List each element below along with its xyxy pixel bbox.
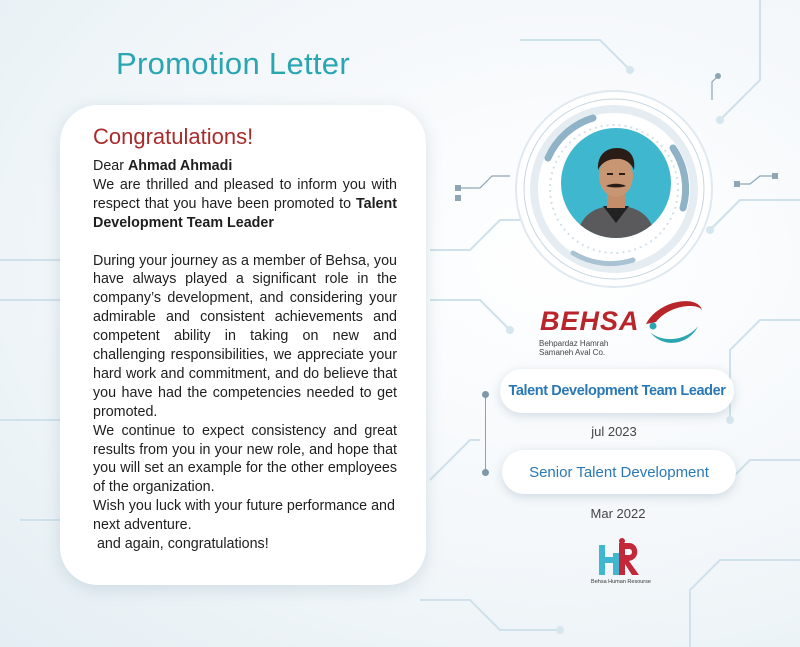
behsa-logo-text: BEHSA: [540, 306, 640, 336]
letter-body: [93, 157, 397, 554]
timeline-dot-previous: [482, 469, 489, 476]
employee-portrait: [561, 128, 671, 238]
paragraph-achievements: During your journey as a member of Behsa, you have always played a significant role in the company’s development, and considering your admirable and consistent achievements and competent ability in taking on new and challenging responsibilities, we appreciate your hard work and commitment, and do believe that you have had the competencies needed to get promoted.: [93, 252, 397, 420]
closing-line: [93, 535, 397, 554]
company-subtitle: [539, 339, 608, 357]
page-title: Promotion Letter: [116, 46, 350, 81]
hr-logo: [595, 537, 645, 579]
role-previous-label: Senior Talent Development: [529, 463, 709, 481]
salutation-line: [93, 157, 397, 176]
intro-text: We are thrilled and pleased to inform you with respect that you have been promoted to: [93, 176, 397, 212]
employee-name: Ahmad Ahmadi: [127, 158, 233, 174]
salutation-prefix: Dear: [93, 158, 124, 174]
paragraph-wishes: Wish you luck with your future performance and next adventure.: [93, 498, 395, 534]
role-pill-previous: [502, 450, 736, 494]
promotion-intro: [93, 176, 397, 233]
letter-greeting: Congratulations!: [93, 124, 254, 149]
timeline-line: [485, 394, 486, 472]
hr-caption: Behsa Human Resourse: [591, 579, 651, 585]
role-current-label: Talent Development Team Leader: [508, 383, 726, 399]
company-subtitle-line-2: Samaneh Aval Co.: [539, 348, 606, 357]
company-subtitle-line-1: Behpardaz Hamrah: [539, 339, 609, 348]
timeline-dot-current: [482, 391, 489, 398]
paragraph-expectations: We continue to expect consistency and great results from you in your new role, and hope that you will set an example for the other employees of the organization.: [93, 422, 397, 496]
role-previous-date: Mar 2022: [590, 506, 646, 521]
role-current-date: jul 2023: [591, 424, 637, 439]
closing-text: and again, congratulations!: [96, 536, 269, 553]
new-role-name: Talent Development Team Leader: [93, 195, 397, 231]
role-pill-current: [500, 369, 734, 413]
